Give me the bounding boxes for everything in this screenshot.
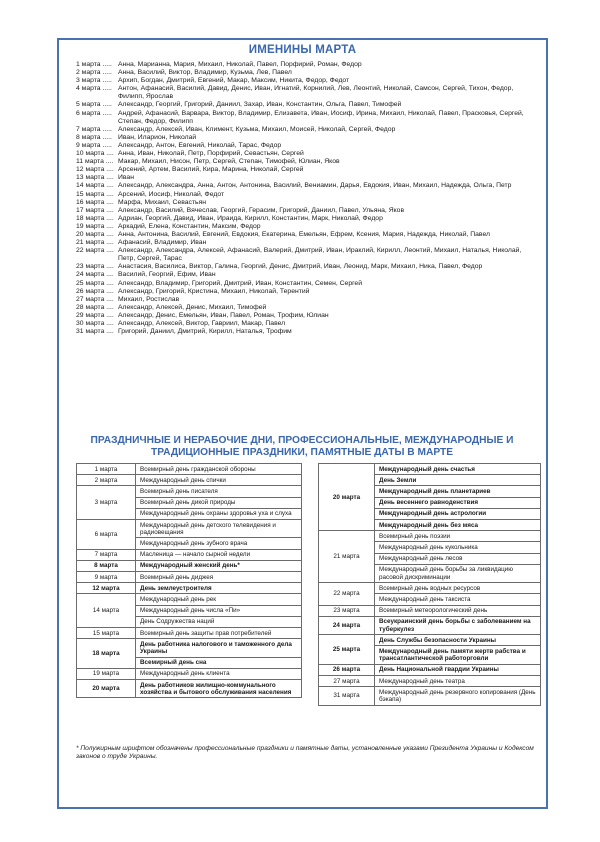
nameday-names: Александр, Александра, Анна, Антон, Антонина, Василий, Вениамин, Дарья, Евдокия, Иван, Михаил, Надежда, Ольга, Петр: [118, 182, 512, 190]
nameday-row: [76, 134, 536, 142]
holiday-row: [77, 560, 302, 571]
holiday-date: 6 марта: [77, 520, 136, 550]
nameday-date: 4 марта .....: [76, 85, 112, 93]
nameday-names: Александр, Георгий, Григорий, Даниил, Захар, Иван, Константин, Ольга, Павел, Тимофей: [118, 101, 402, 109]
nameday-date: 2 марта .....: [76, 69, 112, 77]
holiday-date: 27 марта: [319, 676, 375, 687]
holiday-event: Всемирный день сна: [136, 657, 302, 668]
nameday-names: Александр, Владимир, Григорий, Дмитрий, Иван, Константин, Семен, Сергей: [118, 279, 363, 287]
holiday-event: Всемирный день диджея: [136, 572, 302, 583]
holiday-event: Всемирный день поэзии: [375, 531, 541, 542]
nameday-names: Аркадий, Елена, Константин, Максим, Федор: [118, 222, 261, 230]
holiday-event: День весеннего равноденствия: [375, 497, 541, 508]
holiday-event: Всемирный день гражданской обороны: [136, 464, 302, 475]
nameday-row: [76, 101, 536, 109]
holiday-row: [319, 531, 541, 542]
nameday-date: 30 марта ....: [76, 320, 114, 327]
holiday-row: [319, 687, 541, 705]
holiday-event: Международный день зубного врача: [136, 538, 302, 549]
nameday-date: 31 марта ....: [76, 328, 114, 336]
nameday-row: [76, 182, 536, 190]
holiday-event: День Земли: [375, 475, 541, 486]
holiday-row: [319, 583, 541, 594]
holiday-row: [77, 520, 302, 538]
nameday-row: [76, 166, 536, 174]
nameday-row: [76, 69, 536, 77]
holiday-date: 21 марта: [319, 531, 375, 583]
holiday-row: [77, 572, 302, 583]
nameday-names: Арсений, Артем, Василий, Кира, Марина, Николай, Сергей: [118, 166, 304, 174]
nameday-names: Афанасий, Владимир, Иван: [118, 239, 207, 247]
holiday-event: День Содружества наций: [136, 616, 302, 627]
holiday-row: [77, 668, 302, 679]
nameday-row: [76, 110, 536, 126]
holiday-event: Международный день таксиста: [375, 594, 541, 605]
holiday-event: Всемирный день дикой природы: [136, 497, 302, 508]
nameday-date: 28 марта ....: [76, 303, 114, 311]
nameday-names: Михаил, Ростислав: [118, 295, 180, 303]
nameday-row: [76, 231, 536, 239]
holiday-row: [77, 475, 302, 486]
nameday-row: [76, 304, 536, 312]
nameday-names: Анна, Иван, Николай, Петр, Порфирий, Севастьян, Сергей: [118, 150, 304, 158]
holiday-row: [77, 680, 302, 698]
holiday-event: Международный день лесов: [375, 553, 541, 564]
holiday-row: [77, 583, 302, 594]
nameday-date: 18 марта ....: [76, 214, 114, 222]
nameday-date: 21 марта ....: [76, 239, 114, 247]
nameday-date: 14 марта ....: [76, 182, 114, 190]
holiday-event: День работника налогового и таможенного дела Украины: [136, 639, 302, 657]
nameday-row: [76, 280, 536, 288]
nameday-row: [76, 61, 536, 69]
nameday-date: 16 марта ....: [76, 198, 114, 206]
nameday-names: Марфа, Михаил, Севастьян: [118, 198, 207, 206]
holidays-table-right: [318, 463, 541, 706]
nameday-names: Анна, Марианна, Мария, Михаил, Николай, Павел, Порфирий, Роман, Федор: [118, 61, 362, 68]
holiday-date: 3 марта: [77, 486, 136, 520]
nameday-row: [76, 320, 536, 328]
holiday-event: Международный день числа «Пи»: [136, 605, 302, 616]
nameday-date: 24 марта ....: [76, 271, 114, 279]
holiday-event: Международный день театра: [375, 676, 541, 687]
holiday-event: Масленица — начало сырной недели: [136, 549, 302, 560]
nameday-date: 26 марта ....: [76, 287, 114, 295]
nameday-date: 20 марта ....: [76, 230, 114, 238]
nameday-names: Александр, Антон, Евгений, Николай, Тарас, Федор: [118, 141, 282, 149]
nameday-date: 1 марта .....: [76, 61, 112, 68]
nameday-date: 5 марта .....: [76, 101, 112, 109]
holiday-date: 25 марта: [319, 635, 375, 665]
nameday-date: 23 марта ....: [76, 263, 114, 271]
nameday-date: 8 марта .....: [76, 133, 112, 141]
holiday-row: [319, 635, 541, 646]
holiday-event: Всемирный метеорологический день: [375, 605, 541, 616]
holiday-event: Международный женский день*: [136, 560, 302, 571]
holiday-row: [77, 464, 302, 475]
holiday-event: Всемирный день защиты прав потребителей: [136, 628, 302, 639]
nameday-names: Александр, Денис, Емельян, Иван, Павел, Роман, Трофим, Юлиан: [118, 311, 329, 319]
holiday-event: Международный день резервного копирования (День бэкапа): [375, 687, 541, 705]
holiday-date: 24 марта: [319, 616, 375, 634]
holidays-table-left: [76, 463, 302, 698]
nameday-date: 12 марта ....: [76, 166, 114, 174]
holiday-date: 9 марта: [77, 572, 136, 583]
holiday-event: Международный день охраны здоровья уха и слуха: [136, 508, 302, 519]
holiday-event: Международный день клиента: [136, 668, 302, 679]
nameday-names: Александр, Алексей, Денис, Михаил, Тимофей: [118, 303, 267, 311]
nameday-date: 15 марта ....: [76, 190, 114, 198]
nameday-date: 25 марта ....: [76, 279, 114, 287]
nameday-names: Анна, Антонина, Василий, Евгений, Евдокия, Екатерина, Емельян, Ефрем, Ксения, Мария, Надежда, Николай, Павел: [118, 230, 490, 238]
holiday-date: 2 марта: [77, 475, 136, 486]
nameday-row: [76, 247, 536, 263]
holiday-date: 22 марта: [319, 583, 375, 605]
holiday-event: Международный день планетариев: [375, 486, 541, 497]
nameday-date: 6 марта .....: [76, 109, 112, 117]
nameday-row: [76, 85, 536, 101]
nameday-date: 9 марта .....: [76, 141, 112, 149]
nameday-names: Адриан, Георгий, Давид, Иван, Ираида, Кирилл, Константин, Марк, Николай, Федор: [118, 214, 383, 222]
nameday-names: Василий, Георгий, Ефим, Иван: [118, 271, 216, 279]
nameday-names: Александр, Александра, Алексей, Афанасий, Валерий, Дмитрий, Иван, Ираклий, Кирилл, Леонтий, Михаил, Наталья, Николай, Петр, Сергей, Тарас: [118, 247, 522, 263]
holiday-event: Международный день без мяса: [375, 520, 541, 531]
namedays-title: ИМЕНИНЫ МАРТА: [248, 44, 357, 56]
holiday-date: 31 марта: [319, 687, 375, 705]
holiday-event: Всемирный день писателя: [136, 486, 302, 497]
holiday-date: 15 марта: [77, 628, 136, 639]
nameday-row: [76, 328, 536, 336]
holiday-row: [319, 605, 541, 616]
holiday-row: [77, 628, 302, 639]
holiday-event: Международный день спички: [136, 475, 302, 486]
holiday-date: 7 марта: [77, 549, 136, 560]
nameday-date: 7 марта .....: [76, 125, 112, 133]
nameday-names: Антон, Афанасий, Василий, Давид, Денис, Иван, Игнатий, Корнилий, Лев, Леонтий, Николай, Самсон, Сергей, Тихон, Федор, Филипп, Ярослав: [118, 85, 514, 101]
holiday-event: День землеустроителя: [136, 583, 302, 594]
nameday-row: [76, 199, 536, 207]
nameday-row: [76, 296, 536, 304]
holiday-event: Международный день рек: [136, 594, 302, 605]
nameday-date: 13 марта ....: [76, 174, 114, 182]
holiday-event: Международный день памяти жертв рабства и трансатлантической работорговли: [375, 646, 541, 664]
nameday-date: 3 марта .....: [76, 77, 112, 85]
nameday-date: 11 марта ....: [76, 158, 114, 166]
nameday-row: [76, 312, 536, 320]
holiday-date: 1 марта: [77, 464, 136, 475]
nameday-date: 17 марта ....: [76, 206, 114, 214]
holiday-date: 18 марта: [77, 639, 136, 669]
holiday-event: День Службы безопасности Украины: [375, 635, 541, 646]
nameday-names: Александр, Алексей, Иван, Климент, Кузьма, Михаил, Моисей, Николай, Сергей, Федор: [118, 125, 396, 133]
namedays-list: [76, 61, 536, 336]
holiday-event: День Национальной гвардии Украины: [375, 664, 541, 675]
nameday-row: [76, 223, 536, 231]
nameday-date: 10 марта ....: [76, 150, 114, 158]
holiday-event: Международный день кукольника: [375, 542, 541, 553]
holiday-row: [319, 664, 541, 675]
nameday-names: Архип, Богдан, Дмитрий, Евгений, Макар, Максим, Никита, Федор, Федот: [118, 77, 350, 85]
holiday-event: Международный день борьбы за ликвидацию расовой дискриминации: [375, 564, 541, 582]
nameday-row: [76, 207, 536, 215]
holiday-date: 14 марта: [77, 594, 136, 628]
nameday-names: Иван: [118, 174, 134, 182]
nameday-row: [76, 288, 536, 296]
holiday-event: Международный день астрологии: [375, 508, 541, 519]
holiday-date: 20 марта: [77, 680, 136, 698]
nameday-row: [76, 191, 536, 199]
holiday-row: [77, 594, 302, 605]
nameday-row: [76, 158, 536, 166]
holiday-event: Международный день счастья: [375, 464, 541, 475]
footnote: * Полужирным шрифтом обозначены профессиональные праздники и памятные даты, установленные указами Президента Украины и Кодексом законов о труде Украины.: [76, 745, 534, 761]
nameday-names: Андрей, Афанасий, Варвара, Виктор, Владимир, Елизавета, Иван, Иосиф, Ирина, Михаил, Николай, Павел, Прасковья, Сергей, Степан, Федор, Филипп: [118, 109, 524, 125]
holiday-date: 8 марта: [77, 560, 136, 571]
nameday-row: [76, 150, 536, 158]
holiday-row: [319, 464, 541, 475]
nameday-date: 27 марта ....: [76, 295, 114, 303]
holiday-date: 19 марта: [77, 668, 136, 679]
nameday-names: Александр, Василий, Вячеслав, Георгий, Герасим, Григорий, Даниил, Павел, Ульяна, Яков: [118, 206, 405, 214]
holiday-row: [77, 549, 302, 560]
nameday-names: Григорий, Даниил, Дмитрий, Кирилл, Наталья, Трофим: [118, 328, 292, 336]
holidays-title: ПРАЗДНИЧНЫЕ И НЕРАБОЧИЕ ДНИ, ПРОФЕССИОНАЛЬНЫЕ, МЕЖДУНАРОДНЫЕ И ТРАДИЦИОННЫЕ ПРАЗДНИКИ, ПАМЯТНЫЕ ДАТЫ В МАРТЕ: [90, 435, 514, 458]
holiday-date: 26 марта: [319, 664, 375, 675]
holiday-event: День работников жилищно-коммунального хозяйства и бытового обслуживания населения: [136, 680, 302, 698]
nameday-names: Анна, Василий, Виктор, Владимир, Кузьма, Лев, Павел: [118, 69, 292, 77]
holiday-row: [319, 616, 541, 634]
holiday-row: [77, 486, 302, 497]
nameday-date: 19 марта ....: [76, 222, 114, 230]
nameday-row: [76, 215, 536, 223]
nameday-names: Александр, Алексей, Виктор, Гавриил, Макар, Павел: [118, 320, 286, 327]
nameday-row: [76, 239, 536, 247]
holiday-row: [77, 639, 302, 657]
nameday-names: Иван, Иларион, Николай: [118, 133, 197, 141]
nameday-row: [76, 126, 536, 134]
nameday-row: [76, 142, 536, 150]
holiday-date: 12 марта: [77, 583, 136, 594]
nameday-names: Макар, Михаил, Нисон, Петр, Сергей, Степан, Тимофей, Юлиан, Яков: [118, 158, 340, 166]
holiday-date: 23 марта: [319, 605, 375, 616]
holiday-event: Всемирный день водных ресурсов: [375, 583, 541, 594]
holiday-event: Международный день детского телевидения и радиовещания: [136, 520, 302, 538]
nameday-names: Арсений, Иосиф, Николай, Федот: [118, 190, 225, 198]
nameday-date: 22 марта ....: [76, 247, 114, 255]
holiday-row: [319, 676, 541, 687]
holiday-event: Всеукраинский день борьбы с заболеванием на туберкулез: [375, 616, 541, 634]
nameday-date: 29 марта ....: [76, 311, 114, 319]
nameday-row: [76, 271, 536, 279]
nameday-names: Александр, Григорий, Кристина, Михаил, Николай, Терентий: [118, 287, 310, 295]
holiday-date: 20 марта: [319, 464, 375, 531]
nameday-names: Анастасия, Василиса, Виктор, Галина, Георгий, Денис, Дмитрий, Иван, Леонид, Марк, Михаил, Ника, Павел, Федор: [118, 263, 483, 271]
